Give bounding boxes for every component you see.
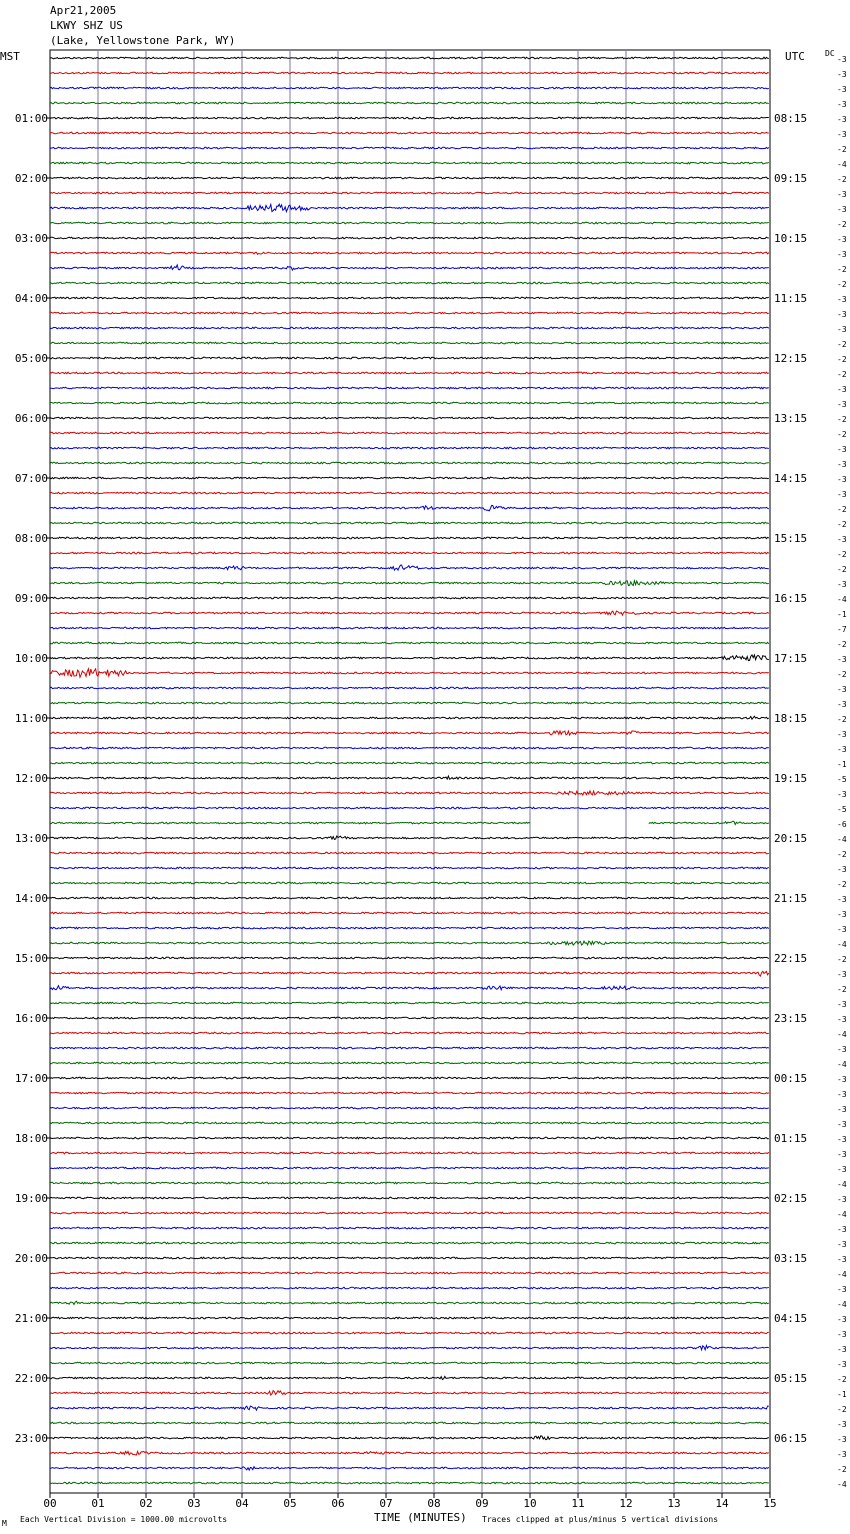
trace-line bbox=[50, 1107, 769, 1109]
trace-line bbox=[50, 731, 769, 735]
dc-offset-label: -3 bbox=[837, 1015, 847, 1024]
trace-line bbox=[50, 821, 769, 824]
dc-label: DC bbox=[825, 49, 835, 58]
trace-line bbox=[50, 327, 769, 329]
left-hour-label: 15:00 bbox=[14, 952, 48, 965]
left-hour-label: 11:00 bbox=[14, 712, 48, 725]
trace-line bbox=[50, 912, 769, 914]
trace-line bbox=[50, 1047, 769, 1049]
dc-offset-label: -3 bbox=[837, 1315, 847, 1324]
left-hour-label: 06:00 bbox=[14, 412, 48, 425]
dc-offset-label: -3 bbox=[837, 70, 847, 79]
dc-offset-label: -3 bbox=[837, 1285, 847, 1294]
trace-line bbox=[50, 265, 769, 270]
trace-line bbox=[50, 1287, 769, 1289]
trace-line bbox=[50, 417, 769, 419]
left-hour-label: 14:00 bbox=[14, 892, 48, 905]
right-hour-label: 04:15 bbox=[774, 1312, 808, 1325]
dc-offset-label: -2 bbox=[837, 850, 847, 859]
trace-line bbox=[50, 627, 769, 629]
left-hour-label: 10:00 bbox=[14, 652, 48, 665]
chart-station: LKWY SHZ US bbox=[50, 19, 123, 32]
right-hour-label: 10:15 bbox=[774, 232, 808, 245]
dc-offset-label: -2 bbox=[837, 355, 847, 364]
trace-line bbox=[50, 1436, 769, 1440]
dc-offset-label: -2 bbox=[837, 565, 847, 574]
dc-offset-label: -3 bbox=[837, 685, 847, 694]
trace-line bbox=[50, 1272, 769, 1274]
dc-offset-label: -4 bbox=[837, 160, 847, 169]
dc-offset-label: -2 bbox=[837, 265, 847, 274]
trace-line bbox=[50, 492, 769, 494]
dc-offset-label: -3 bbox=[837, 790, 847, 799]
dc-offset-label: -3 bbox=[837, 1345, 847, 1354]
x-tick-label: 12 bbox=[619, 1497, 633, 1510]
trace-line bbox=[50, 402, 769, 404]
trace-line bbox=[50, 655, 769, 661]
dc-offset-label: -3 bbox=[837, 1435, 847, 1444]
trace-line bbox=[50, 505, 769, 511]
trace-line bbox=[50, 312, 769, 314]
right-hour-label: 16:15 bbox=[774, 592, 808, 605]
dc-offset-label: -3 bbox=[837, 400, 847, 409]
x-axis-title: TIME (MINUTES) bbox=[374, 1511, 467, 1524]
dc-offset-label: -3 bbox=[837, 85, 847, 94]
trace-line bbox=[50, 1077, 769, 1079]
trace-line bbox=[50, 687, 769, 689]
x-tick-label: 14 bbox=[715, 1497, 729, 1510]
right-hour-label: 13:15 bbox=[774, 412, 808, 425]
dc-offset-label: -2 bbox=[837, 715, 847, 724]
dc-offset-label: -4 bbox=[837, 595, 847, 604]
x-tick-label: 03 bbox=[187, 1497, 201, 1510]
right-hour-label: 11:15 bbox=[774, 292, 808, 305]
trace-line bbox=[50, 986, 769, 990]
right-hour-label: 18:15 bbox=[774, 712, 808, 725]
x-tick-label: 13 bbox=[667, 1497, 681, 1510]
dc-offset-label: -1 bbox=[837, 760, 847, 769]
trace-line bbox=[50, 477, 769, 479]
trace-line bbox=[50, 1376, 769, 1379]
dc-offset-label: -2 bbox=[837, 520, 847, 529]
trace-line bbox=[50, 117, 769, 119]
dc-offset-label: -4 bbox=[837, 1030, 847, 1039]
dc-offset-label: -3 bbox=[837, 1150, 847, 1159]
x-tick-label: 10 bbox=[523, 1497, 537, 1510]
right-hour-label: 08:15 bbox=[774, 112, 808, 125]
x-tick-label: 01 bbox=[91, 1497, 105, 1510]
trace-line bbox=[50, 1362, 769, 1364]
dc-offset-label: -3 bbox=[837, 310, 847, 319]
right-hour-label: 22:15 bbox=[774, 952, 808, 965]
dc-offset-label: -2 bbox=[837, 550, 847, 559]
dc-offset-label: -3 bbox=[837, 445, 847, 454]
dc-offset-label: -3 bbox=[837, 1000, 847, 1009]
dc-offset-label: -7 bbox=[837, 625, 847, 634]
trace-line bbox=[50, 669, 769, 677]
trace-line bbox=[50, 237, 769, 239]
left-hour-label: 05:00 bbox=[14, 352, 48, 365]
right-timezone-label: UTC bbox=[785, 50, 805, 63]
dc-offset-label: -2 bbox=[837, 985, 847, 994]
left-hour-label: 21:00 bbox=[14, 1312, 48, 1325]
dc-offset-label: -3 bbox=[837, 745, 847, 754]
dc-offset-label: -4 bbox=[837, 1480, 847, 1489]
x-tick-label: 07 bbox=[379, 1497, 393, 1510]
trace-line bbox=[50, 565, 769, 570]
trace-line bbox=[50, 1212, 769, 1214]
dc-offset-label: -4 bbox=[837, 1270, 847, 1279]
dc-offset-label: -5 bbox=[837, 805, 847, 814]
dc-offset-label: -3 bbox=[837, 1225, 847, 1234]
dc-offset-label: -3 bbox=[837, 1360, 847, 1369]
trace-line bbox=[50, 132, 769, 134]
dc-offset-label: -2 bbox=[837, 670, 847, 679]
dc-offset-label: -2 bbox=[837, 370, 847, 379]
dc-offset-label: -1 bbox=[837, 1390, 847, 1399]
trace-line bbox=[50, 867, 769, 869]
trace-line bbox=[50, 1152, 769, 1154]
dc-offset-label: -3 bbox=[837, 55, 847, 64]
right-hour-label: 15:15 bbox=[774, 532, 808, 545]
dc-offset-label: -4 bbox=[837, 1210, 847, 1219]
trace-line bbox=[50, 522, 769, 524]
trace-line bbox=[50, 1062, 769, 1064]
dc-offset-label: -3 bbox=[837, 1075, 847, 1084]
dc-offset-label: -3 bbox=[837, 325, 847, 334]
dc-offset-label: -3 bbox=[837, 1090, 847, 1099]
trace-line bbox=[50, 447, 769, 449]
trace-line bbox=[50, 147, 769, 149]
dc-offset-label: -4 bbox=[837, 1300, 847, 1309]
dc-offset-label: -2 bbox=[837, 955, 847, 964]
dc-offset-label: -3 bbox=[837, 1195, 847, 1204]
trace-line bbox=[50, 1167, 769, 1169]
dc-offset-label: -2 bbox=[837, 640, 847, 649]
trace-line bbox=[50, 1391, 769, 1396]
right-hour-label: 06:15 bbox=[774, 1432, 808, 1445]
dc-offset-label: -3 bbox=[837, 1240, 847, 1249]
trace-line bbox=[50, 642, 769, 644]
trace-line bbox=[50, 297, 769, 299]
left-hour-label: 17:00 bbox=[14, 1072, 48, 1085]
trace-line bbox=[50, 102, 769, 104]
right-hour-label: 12:15 bbox=[774, 352, 808, 365]
left-hour-label: 20:00 bbox=[14, 1252, 48, 1265]
trace-line bbox=[50, 807, 769, 809]
dc-offset-label: -3 bbox=[837, 295, 847, 304]
left-hour-label: 18:00 bbox=[14, 1132, 48, 1145]
dc-offset-label: -3 bbox=[837, 970, 847, 979]
dc-offset-label: -3 bbox=[837, 910, 847, 919]
left-hour-label: 07:00 bbox=[14, 472, 48, 485]
trace-line bbox=[50, 1317, 769, 1319]
dc-offset-label: -3 bbox=[837, 490, 847, 499]
right-hour-label: 00:15 bbox=[774, 1072, 808, 1085]
dc-offset-label: -3 bbox=[837, 535, 847, 544]
left-hour-label: 08:00 bbox=[14, 532, 48, 545]
trace-line bbox=[50, 372, 769, 374]
trace-line bbox=[50, 462, 769, 464]
trace-line bbox=[50, 611, 769, 615]
left-timezone-label: MST bbox=[0, 50, 20, 63]
trace-line bbox=[50, 192, 769, 194]
footer-clip-note: Traces clipped at plus/minus 5 vertical divisions bbox=[482, 1515, 719, 1524]
left-hour-label: 01:00 bbox=[14, 112, 48, 125]
trace-line bbox=[50, 1422, 769, 1424]
trace-line bbox=[50, 581, 769, 586]
dc-offset-label: -3 bbox=[837, 1045, 847, 1054]
trace-line bbox=[50, 762, 769, 764]
trace-line bbox=[50, 252, 769, 254]
dc-offset-label: -2 bbox=[837, 1375, 847, 1384]
trace-line bbox=[50, 1346, 769, 1350]
right-hour-label: 17:15 bbox=[774, 652, 808, 665]
left-hour-label: 13:00 bbox=[14, 832, 48, 845]
x-tick-label: 04 bbox=[235, 1497, 249, 1510]
dc-offset-label: -3 bbox=[837, 190, 847, 199]
dc-offset-label: -3 bbox=[837, 130, 847, 139]
trace-line bbox=[50, 432, 769, 434]
trace-line bbox=[50, 597, 769, 599]
trace-line bbox=[50, 1467, 769, 1470]
dc-offset-label: -3 bbox=[837, 730, 847, 739]
footer-scale-note: Each Vertical Division = 1000.00 microvolts bbox=[20, 1515, 228, 1524]
dc-offset-label: -2 bbox=[837, 1465, 847, 1474]
trace-line bbox=[50, 162, 769, 164]
dc-offset-label: -4 bbox=[837, 940, 847, 949]
x-tick-label: 08 bbox=[427, 1497, 441, 1510]
dc-offset-label: -4 bbox=[837, 835, 847, 844]
left-hour-label: 02:00 bbox=[14, 172, 48, 185]
dc-offset-label: -3 bbox=[837, 235, 847, 244]
dc-offset-label: -2 bbox=[837, 280, 847, 289]
dc-offset-label: -3 bbox=[837, 1135, 847, 1144]
chart-location: (Lake, Yellowstone Park, WY) bbox=[50, 34, 236, 47]
trace-line bbox=[50, 357, 769, 359]
right-hour-label: 02:15 bbox=[774, 1192, 808, 1205]
x-tick-label: 11 bbox=[571, 1497, 585, 1510]
trace-line bbox=[50, 282, 769, 284]
right-hour-label: 01:15 bbox=[774, 1132, 808, 1145]
trace-line bbox=[50, 552, 769, 554]
right-hour-label: 14:15 bbox=[774, 472, 808, 485]
trace-line bbox=[50, 852, 769, 854]
dc-offset-label: -3 bbox=[837, 1165, 847, 1174]
trace-line bbox=[50, 1451, 769, 1455]
left-hour-label: 23:00 bbox=[14, 1432, 48, 1445]
left-hour-label: 12:00 bbox=[14, 772, 48, 785]
dc-offset-label: -2 bbox=[837, 175, 847, 184]
dc-offset-label: -3 bbox=[837, 100, 847, 109]
trace-line bbox=[50, 537, 769, 539]
trace-line bbox=[50, 836, 769, 839]
dc-offset-label: -5 bbox=[837, 775, 847, 784]
trace-line bbox=[50, 1182, 769, 1184]
x-tick-label: 06 bbox=[331, 1497, 345, 1510]
dc-offset-label: -3 bbox=[837, 250, 847, 259]
x-tick-label: 15 bbox=[763, 1497, 777, 1510]
dc-offset-label: -2 bbox=[837, 430, 847, 439]
trace-line bbox=[50, 387, 769, 389]
dc-offset-label: -3 bbox=[837, 1255, 847, 1264]
trace-line bbox=[50, 882, 769, 884]
left-hour-label: 04:00 bbox=[14, 292, 48, 305]
right-hour-label: 20:15 bbox=[774, 832, 808, 845]
right-hour-label: 05:15 bbox=[774, 1372, 808, 1385]
trace-line bbox=[50, 1332, 769, 1334]
trace-line bbox=[50, 971, 769, 976]
trace-line bbox=[50, 87, 769, 89]
trace-line bbox=[50, 72, 769, 74]
footer-corner-mark: M bbox=[2, 1519, 7, 1528]
dc-offset-label: -3 bbox=[837, 580, 847, 589]
dc-offset-label: -2 bbox=[837, 220, 847, 229]
dc-offset-label: -3 bbox=[837, 385, 847, 394]
dc-offset-label: -2 bbox=[837, 880, 847, 889]
dc-offset-label: -1 bbox=[837, 610, 847, 619]
trace-line bbox=[50, 927, 769, 929]
x-tick-label: 05 bbox=[283, 1497, 297, 1510]
trace-line bbox=[50, 776, 769, 779]
trace-line bbox=[50, 1032, 769, 1034]
trace-line bbox=[50, 1257, 769, 1259]
trace-line bbox=[50, 1137, 769, 1139]
right-hour-label: 21:15 bbox=[774, 892, 808, 905]
dc-offset-label: -2 bbox=[837, 415, 847, 424]
left-hour-label: 09:00 bbox=[14, 592, 48, 605]
dc-offset-label: -2 bbox=[837, 505, 847, 514]
dc-offset-label: -4 bbox=[837, 1060, 847, 1069]
chart-date: Apr21,2005 bbox=[50, 4, 117, 17]
dc-offset-label: -3 bbox=[837, 1420, 847, 1429]
dc-offset-label: -3 bbox=[837, 460, 847, 469]
x-tick-label: 09 bbox=[475, 1497, 489, 1510]
right-hour-label: 23:15 bbox=[774, 1012, 808, 1025]
trace-line bbox=[50, 747, 769, 749]
dc-offset-label: -3 bbox=[837, 700, 847, 709]
dc-offset-label: -3 bbox=[837, 1105, 847, 1114]
trace-line bbox=[50, 1122, 769, 1124]
trace-line bbox=[50, 1482, 769, 1484]
dc-offset-label: -2 bbox=[837, 340, 847, 349]
trace-line bbox=[50, 897, 769, 899]
plot-frame bbox=[50, 50, 770, 1493]
dc-offset-label: -2 bbox=[837, 1405, 847, 1414]
dc-offset-label: -3 bbox=[837, 895, 847, 904]
dc-offset-label: -3 bbox=[837, 655, 847, 664]
trace-line bbox=[50, 342, 769, 344]
trace-line bbox=[50, 957, 769, 959]
dc-offset-label: -3 bbox=[837, 1120, 847, 1129]
trace-line bbox=[50, 1197, 769, 1199]
dc-offset-label: -3 bbox=[837, 865, 847, 874]
trace-line bbox=[50, 791, 769, 795]
left-hour-label: 03:00 bbox=[14, 232, 48, 245]
dc-offset-label: -3 bbox=[837, 115, 847, 124]
dc-offset-label: -3 bbox=[837, 475, 847, 484]
trace-line bbox=[50, 716, 769, 719]
dc-offset-label: -6 bbox=[837, 820, 847, 829]
trace-line bbox=[50, 57, 769, 59]
dc-offset-label: -3 bbox=[837, 1330, 847, 1339]
x-tick-label: 00 bbox=[43, 1497, 57, 1510]
trace-line bbox=[50, 1242, 769, 1244]
dc-offset-label: -2 bbox=[837, 145, 847, 154]
left-hour-label: 19:00 bbox=[14, 1192, 48, 1205]
right-hour-label: 03:15 bbox=[774, 1252, 808, 1265]
trace-line bbox=[50, 1017, 769, 1019]
trace-line bbox=[50, 1002, 769, 1004]
dc-offset-label: -4 bbox=[837, 1180, 847, 1189]
trace-line bbox=[50, 204, 769, 211]
trace-line bbox=[50, 1227, 769, 1229]
right-hour-label: 19:15 bbox=[774, 772, 808, 785]
trace-line bbox=[50, 177, 769, 179]
dc-offset-label: -3 bbox=[837, 205, 847, 214]
trace-line bbox=[50, 1301, 769, 1304]
trace-line bbox=[50, 702, 769, 704]
trace-line bbox=[50, 941, 769, 945]
left-hour-label: 22:00 bbox=[14, 1372, 48, 1385]
dc-offset-label: -3 bbox=[837, 925, 847, 934]
x-tick-label: 02 bbox=[139, 1497, 153, 1510]
trace-line bbox=[50, 1092, 769, 1094]
trace-line bbox=[50, 222, 769, 224]
trace-line bbox=[50, 1406, 769, 1410]
dc-offset-label: -3 bbox=[837, 1450, 847, 1459]
right-hour-label: 09:15 bbox=[774, 172, 808, 185]
left-hour-label: 16:00 bbox=[14, 1012, 48, 1025]
